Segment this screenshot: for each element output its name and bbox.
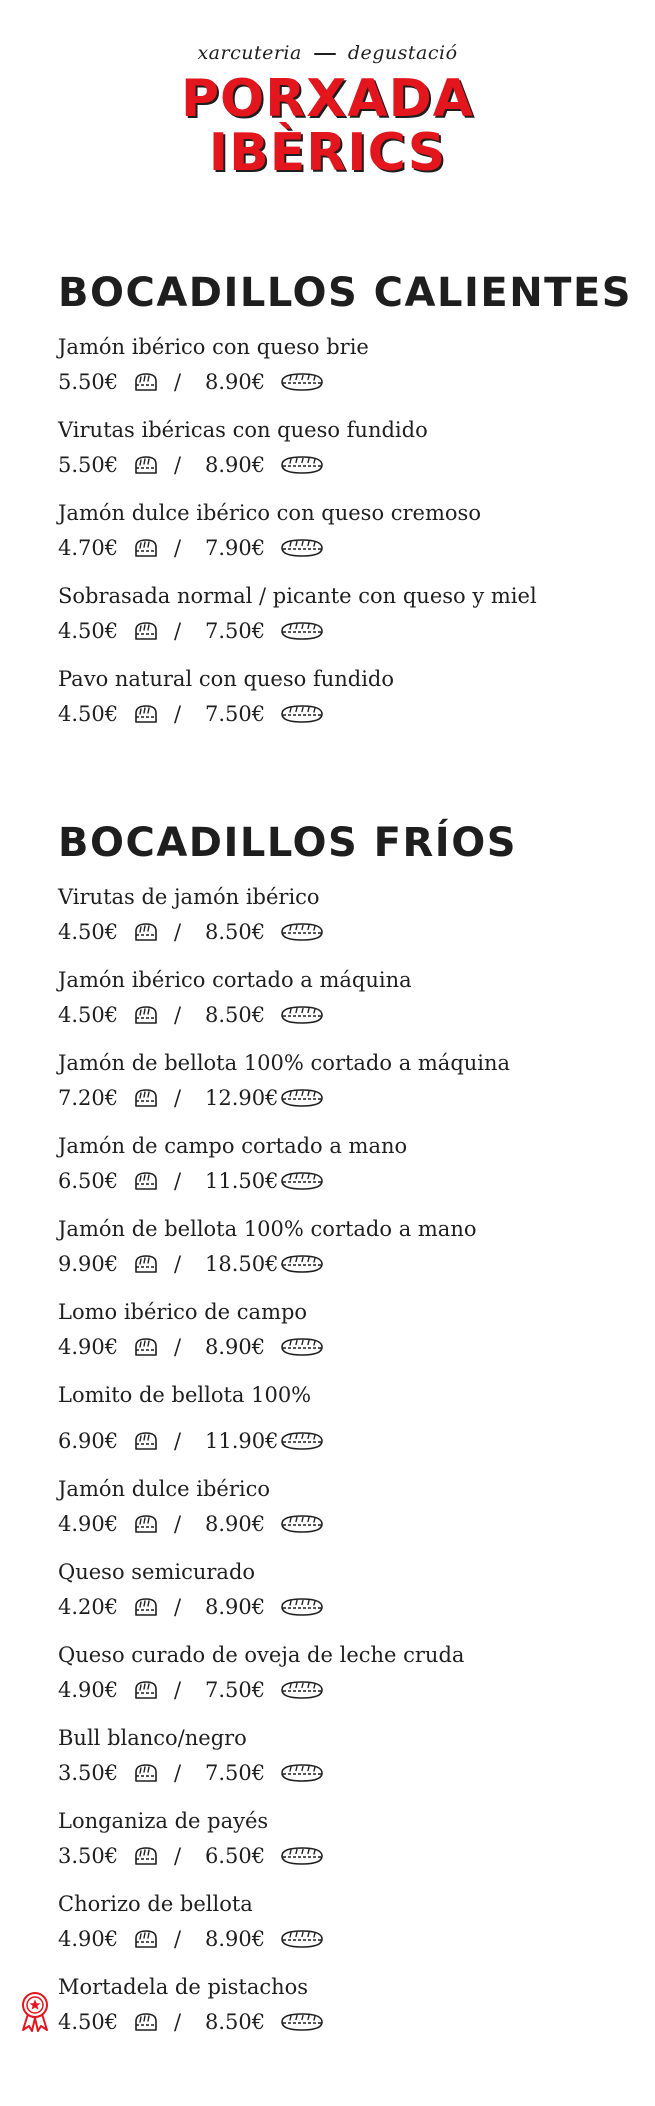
full-baguette-icon xyxy=(280,703,324,725)
item-name: Lomito de bellota 100% xyxy=(58,1383,312,1407)
price-large: 7.50€ xyxy=(205,1678,266,1702)
price-small: 4.50€ xyxy=(58,619,119,643)
price-small: 4.70€ xyxy=(58,536,119,560)
price-large: 6.50€ xyxy=(205,1844,266,1868)
price-large: 8.90€ xyxy=(205,370,266,394)
half-baguette-icon xyxy=(133,1336,159,1358)
price-small: 4.50€ xyxy=(58,1003,119,1027)
price-row xyxy=(58,1509,618,1539)
price-large: 8.90€ xyxy=(205,1335,266,1359)
award-ribbon-icon xyxy=(18,1990,52,2032)
half-baguette-icon xyxy=(133,1679,159,1701)
price-small: 6.90€ xyxy=(58,1429,119,1453)
cold-item-12 xyxy=(58,1807,618,1890)
price-separator: / xyxy=(174,702,182,726)
item-name: Queso curado de oveja de leche cruda xyxy=(58,1643,465,1667)
tagline-dash xyxy=(314,53,336,55)
cold-item-2 xyxy=(58,966,618,1049)
half-baguette-icon xyxy=(133,371,159,393)
price-large: 11.90€ xyxy=(205,1429,279,1453)
price-row xyxy=(58,450,618,480)
price-separator: / xyxy=(174,1429,182,1453)
price-large: 8.90€ xyxy=(205,1927,266,1951)
half-baguette-icon xyxy=(133,703,159,725)
price-small: 4.50€ xyxy=(58,702,119,726)
item-name: Mortadela de pistachos xyxy=(58,1975,309,1999)
price-small: 4.20€ xyxy=(58,1595,119,1619)
price-row xyxy=(58,699,618,729)
price-separator: / xyxy=(174,1512,182,1536)
full-baguette-icon xyxy=(280,620,324,642)
price-row xyxy=(58,1841,618,1871)
tagline-left: xarcuteria xyxy=(197,42,302,64)
price-row xyxy=(58,1166,618,1196)
price-large: 7.50€ xyxy=(205,702,266,726)
half-baguette-icon xyxy=(133,1762,159,1784)
cold-item-11 xyxy=(58,1724,618,1807)
price-separator: / xyxy=(174,1927,182,1951)
half-baguette-icon xyxy=(133,1087,159,1109)
price-large: 8.90€ xyxy=(205,1512,266,1536)
hot-item-2 xyxy=(58,416,618,499)
price-separator: / xyxy=(174,1595,182,1619)
half-baguette-icon xyxy=(133,1170,159,1192)
price-row xyxy=(58,1924,618,1954)
full-baguette-icon xyxy=(280,1430,324,1452)
half-baguette-icon xyxy=(133,537,159,559)
cold-item-7 xyxy=(58,1381,618,1475)
price-separator: / xyxy=(174,1003,182,1027)
cold-item-4 xyxy=(58,1132,618,1215)
price-row xyxy=(58,1758,618,1788)
price-separator: / xyxy=(174,1252,182,1276)
hot-sandwiches-section xyxy=(58,270,633,748)
full-baguette-icon xyxy=(280,1762,324,1784)
price-row xyxy=(58,1426,618,1456)
section-title-cold: BOCADILLOS FRÍOS xyxy=(58,820,517,866)
price-row xyxy=(58,1083,618,1113)
price-large: 18.50€ xyxy=(205,1252,279,1276)
half-baguette-icon xyxy=(133,921,159,943)
full-baguette-icon xyxy=(280,1087,324,1109)
item-name: Jamón de campo cortado a mano xyxy=(58,1134,408,1158)
item-name: Virutas ibéricas con queso fundido xyxy=(58,418,428,442)
price-large: 11.50€ xyxy=(205,1169,279,1193)
hot-item-1 xyxy=(58,333,618,416)
price-large: 8.90€ xyxy=(205,453,266,477)
half-baguette-icon xyxy=(133,2011,159,2033)
price-large: 8.90€ xyxy=(205,1595,266,1619)
half-baguette-icon xyxy=(133,1596,159,1618)
price-row xyxy=(58,616,618,646)
hot-item-5 xyxy=(58,665,618,748)
full-baguette-icon xyxy=(280,2011,324,2033)
price-row xyxy=(58,533,618,563)
price-small: 4.50€ xyxy=(58,920,119,944)
price-small: 3.50€ xyxy=(58,1761,119,1785)
half-baguette-icon xyxy=(133,1928,159,1950)
restaurant-header xyxy=(0,40,655,183)
price-row xyxy=(58,1592,618,1622)
item-name: Virutas de jamón ibérico xyxy=(58,885,320,909)
price-small: 9.90€ xyxy=(58,1252,119,1276)
price-large: 8.50€ xyxy=(205,920,266,944)
full-baguette-icon xyxy=(280,1679,324,1701)
full-baguette-icon xyxy=(280,1928,324,1950)
price-large: 7.50€ xyxy=(205,619,266,643)
cold-item-6 xyxy=(58,1298,618,1381)
full-baguette-icon xyxy=(280,1596,324,1618)
item-name: Longaniza de payés xyxy=(58,1809,269,1833)
cold-item-3 xyxy=(58,1049,618,1132)
price-separator: / xyxy=(174,1335,182,1359)
full-baguette-icon xyxy=(280,1336,324,1358)
item-name: Sobrasada normal / picante con queso y miel xyxy=(58,584,537,608)
price-row xyxy=(58,917,618,947)
price-small: 4.90€ xyxy=(58,1335,119,1359)
price-row xyxy=(58,1332,618,1362)
cold-item-9 xyxy=(58,1558,618,1641)
price-small: 4.90€ xyxy=(58,1678,119,1702)
price-row xyxy=(58,2007,618,2037)
price-row xyxy=(58,1249,618,1279)
cold-item-1 xyxy=(58,883,618,966)
half-baguette-icon xyxy=(133,620,159,642)
brand-line-1: PORXADA xyxy=(180,69,475,129)
price-separator: / xyxy=(174,1169,182,1193)
brand-line-2: IBÈRICS xyxy=(208,123,447,183)
item-name: Jamón dulce ibérico xyxy=(58,1477,270,1501)
cold-item-5 xyxy=(58,1215,618,1298)
item-name: Lomo ibérico de campo xyxy=(58,1300,308,1324)
full-baguette-icon xyxy=(280,1004,324,1026)
price-small: 4.90€ xyxy=(58,1927,119,1951)
item-name: Pavo natural con queso fundido xyxy=(58,667,395,691)
item-name: Jamón de bellota 100% cortado a mano xyxy=(58,1217,477,1241)
item-name: Jamón de bellota 100% cortado a máquina xyxy=(58,1051,511,1075)
price-large: 8.50€ xyxy=(205,1003,266,1027)
price-small: 5.50€ xyxy=(58,453,119,477)
price-row xyxy=(58,1675,618,1705)
cold-sandwiches-section xyxy=(58,821,618,2056)
price-separator: / xyxy=(174,1844,182,1868)
cold-item-14 xyxy=(58,1973,618,2056)
full-baguette-icon xyxy=(280,1513,324,1535)
price-row xyxy=(58,1000,618,1030)
brand-logo xyxy=(0,69,655,183)
half-baguette-icon xyxy=(133,1845,159,1867)
price-small: 4.90€ xyxy=(58,1512,119,1536)
tagline xyxy=(0,40,655,66)
half-baguette-icon xyxy=(133,1004,159,1026)
item-name: Jamón ibérico cortado a máquina xyxy=(58,968,412,992)
hot-items-list xyxy=(58,333,618,748)
price-small: 7.20€ xyxy=(58,1086,119,1110)
full-baguette-icon xyxy=(280,454,324,476)
price-large: 7.50€ xyxy=(205,1761,266,1785)
full-baguette-icon xyxy=(280,537,324,559)
item-name: Chorizo de bellota xyxy=(58,1892,253,1916)
price-separator: / xyxy=(174,2010,182,2034)
cold-items-list xyxy=(58,883,618,2056)
price-large: 8.50€ xyxy=(205,2010,266,2034)
cold-item-13 xyxy=(58,1890,618,1973)
item-name: Jamón ibérico con queso brie xyxy=(58,335,369,359)
price-small: 4.50€ xyxy=(58,2010,119,2034)
item-name: Bull blanco/negro xyxy=(58,1726,247,1750)
section-title-hot: BOCADILLOS CALIENTES xyxy=(58,270,633,316)
tagline-right: degustació xyxy=(347,42,458,64)
price-separator: / xyxy=(174,536,182,560)
full-baguette-icon xyxy=(280,1845,324,1867)
price-separator: / xyxy=(174,1678,182,1702)
price-separator: / xyxy=(174,370,182,394)
price-large: 7.90€ xyxy=(205,536,266,560)
half-baguette-icon xyxy=(133,1430,159,1452)
cold-item-10 xyxy=(58,1641,618,1724)
half-baguette-icon xyxy=(133,454,159,476)
item-name: Jamón dulce ibérico con queso cremoso xyxy=(58,501,481,525)
price-row xyxy=(58,367,618,397)
full-baguette-icon xyxy=(280,1170,324,1192)
full-baguette-icon xyxy=(280,921,324,943)
full-baguette-icon xyxy=(280,1253,324,1275)
price-separator: / xyxy=(174,619,182,643)
full-baguette-icon xyxy=(280,371,324,393)
price-separator: / xyxy=(174,920,182,944)
half-baguette-icon xyxy=(133,1513,159,1535)
price-small: 5.50€ xyxy=(58,370,119,394)
price-large: 12.90€ xyxy=(205,1086,279,1110)
price-separator: / xyxy=(174,453,182,477)
price-small: 3.50€ xyxy=(58,1844,119,1868)
cold-item-8 xyxy=(58,1475,618,1558)
price-small: 6.50€ xyxy=(58,1169,119,1193)
hot-item-3 xyxy=(58,499,618,582)
hot-item-4 xyxy=(58,582,618,665)
price-separator: / xyxy=(174,1761,182,1785)
half-baguette-icon xyxy=(133,1253,159,1275)
price-separator: / xyxy=(174,1086,182,1110)
item-name: Queso semicurado xyxy=(58,1560,256,1584)
